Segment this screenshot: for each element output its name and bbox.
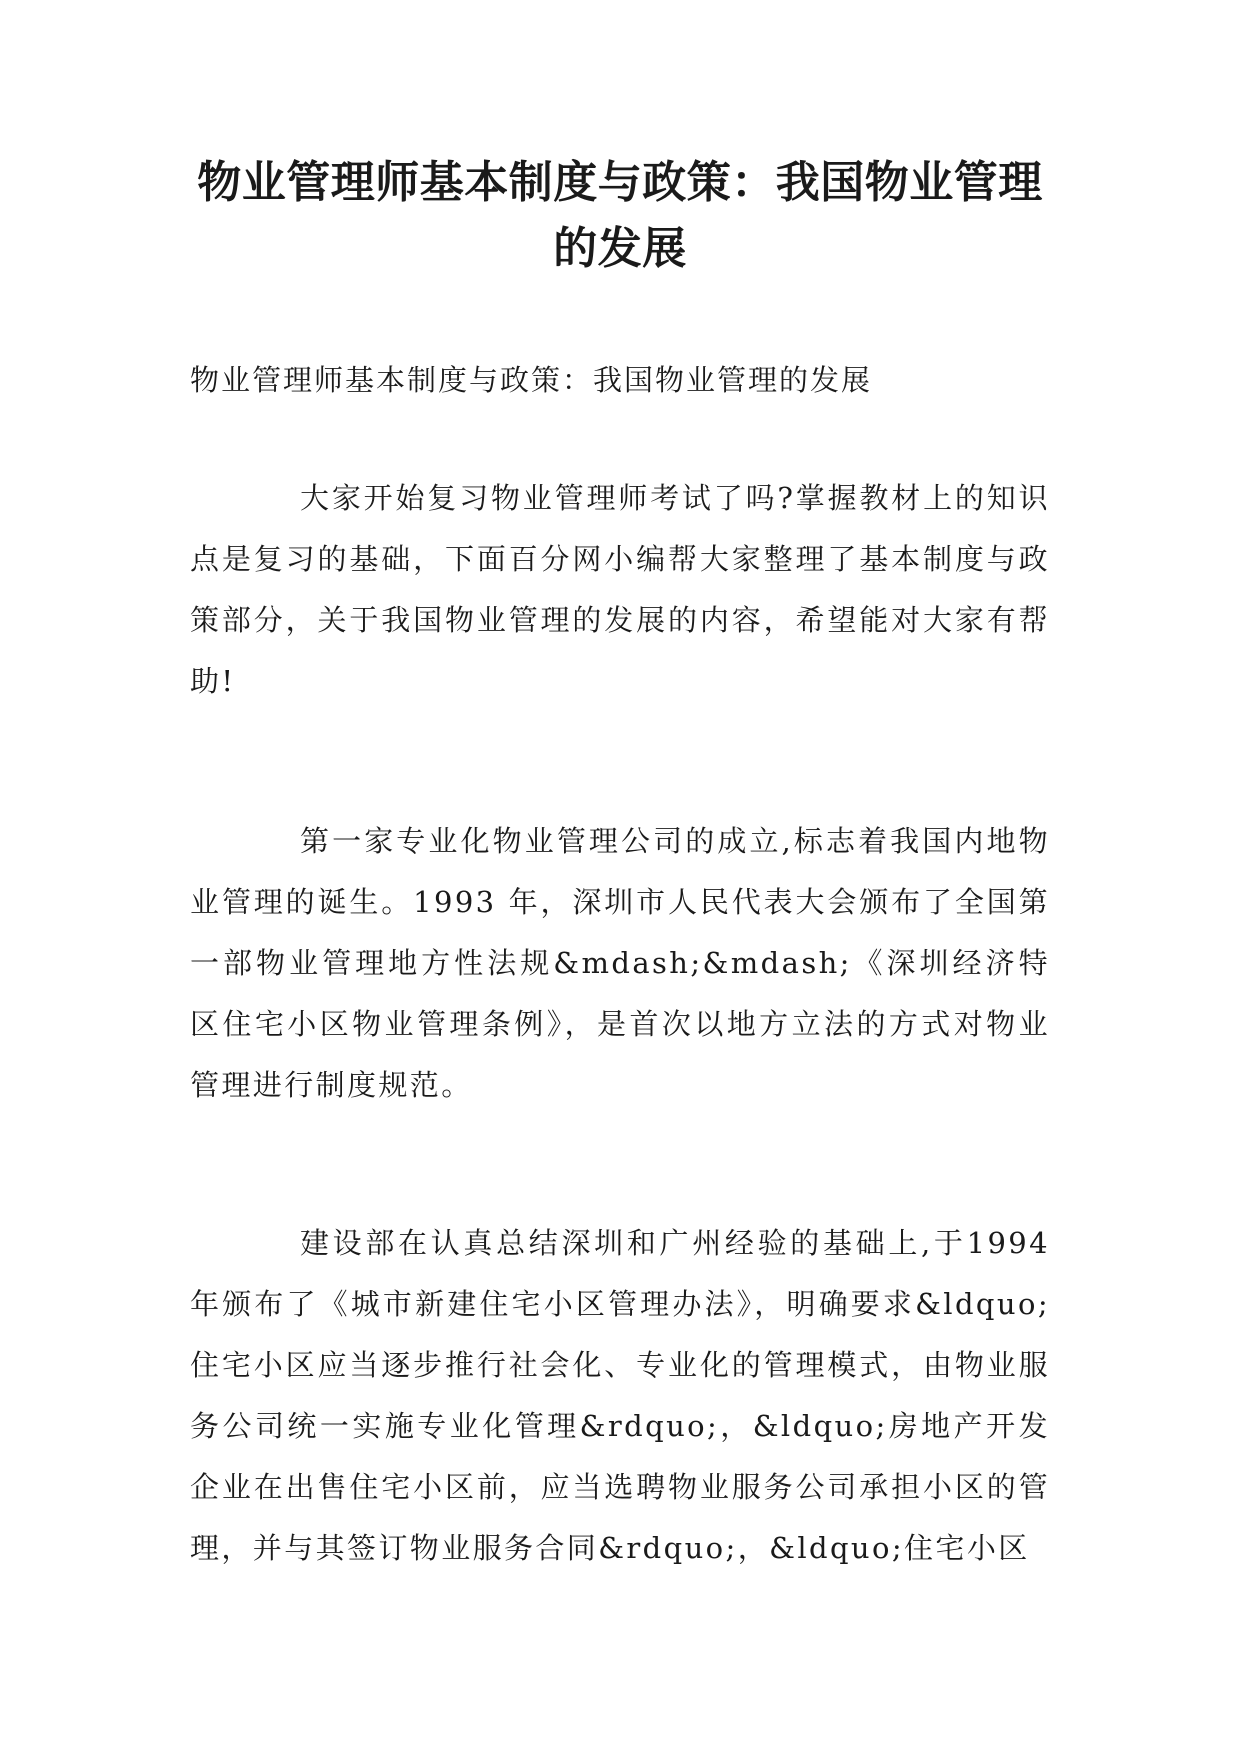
document-title: 物业管理师基本制度与政策：我国物业管理的发展 <box>197 157 1043 274</box>
document-subtitle: 物业管理师基本制度与政策：我国物业管理的发展 <box>190 363 873 397</box>
paragraph-intro: 大家开始复习物业管理师考试了吗?掌握教材上的知识点是复习的基础，下面百分网小编帮大家整理了基本制度与政策部分，关于我国物业管理的发展的内容，希望能对大家有帮助! <box>190 481 1050 698</box>
paragraph-regulation: 建设部在认真总结深圳和广州经验的基础上,于1994年颁布了《城市新建住宅小区管理办法》，明确要求&ldquo;住宅小区应当逐步推行社会化、专业化的管理模式，由物业服务公司统一实施专业化管理&rdquo;，&ldquo;房地产开发企业在出售住宅小区前，应当选聘物业服务公司承担小区的管理，并与其签订物业服务合同&rdquo;，&ldquo;住宅小区 <box>190 1226 1050 1565</box>
paragraph-origin: 第一家专业化物业管理公司的成立,标志着我国内地物业管理的诞生。1993 年，深圳市人民代表大会颁布了全国第一部物业管理地方性法规&mdash;&mdash;《深圳经济特区住宅小区物业管理条例》，是首次以地方立法的方式对物业管理进行制度规范。 <box>190 824 1050 1102</box>
